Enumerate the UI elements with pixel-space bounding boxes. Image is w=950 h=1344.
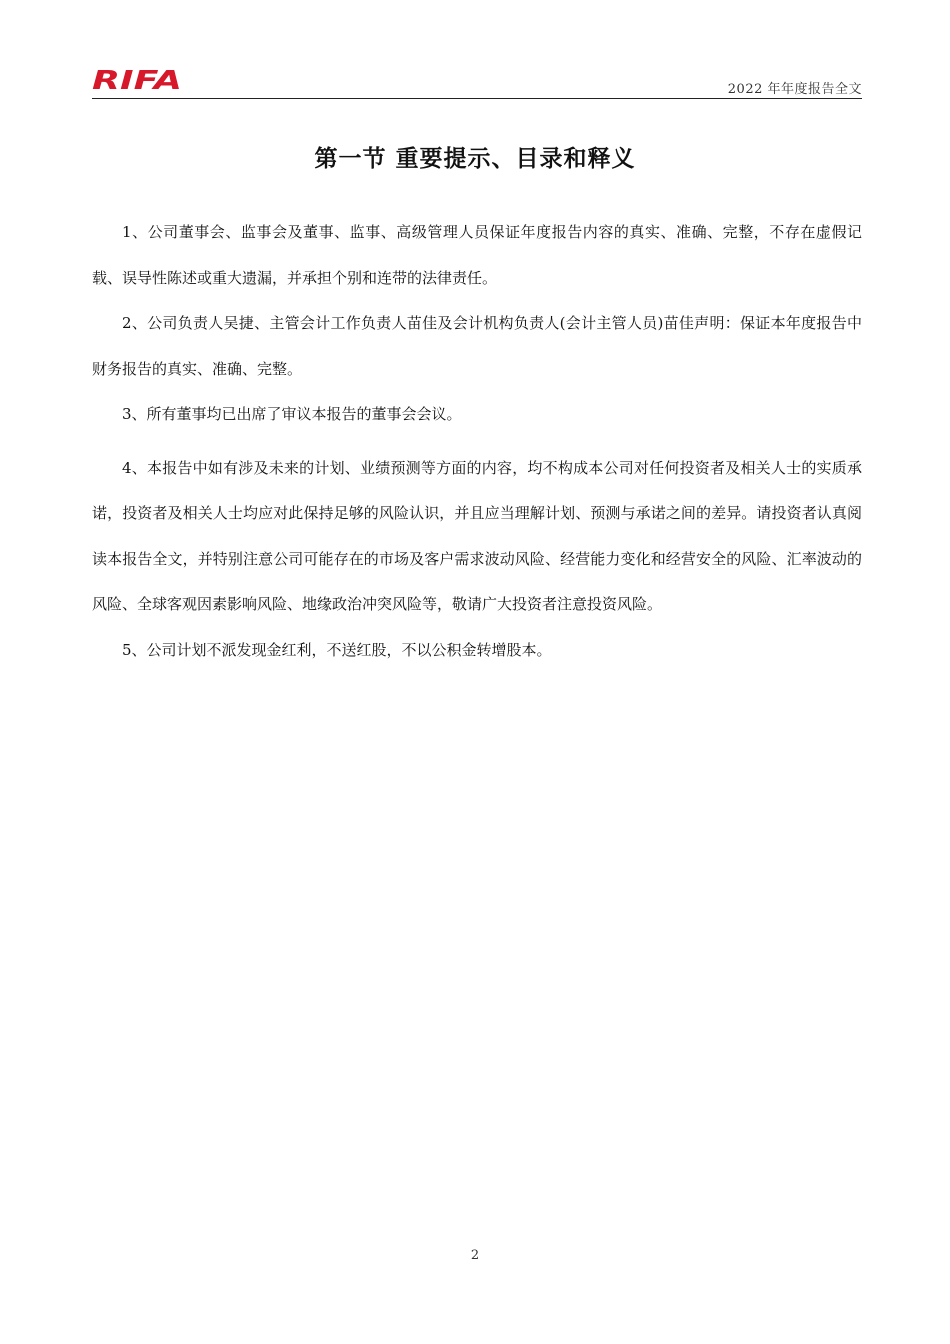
notice-paragraph-3: 3、所有董事均已出席了审议本报告的董事会会议。 — [122, 405, 462, 423]
paragraph-gap — [92, 438, 862, 446]
header-title: 2022 年年度报告全文 — [727, 82, 862, 97]
important-notices — [92, 210, 862, 673]
section-title: 第一节 重要提示、目录和释义 — [314, 146, 636, 172]
page-header — [92, 64, 862, 99]
notice-paragraph-4: 4、本报告中如有涉及未来的计划、业绩预测等方面的内容，均不构成本公司对任何投资者及相关人士的实质承诺，投资者及相关人士均应对此保持足够的风险认识，并且应当理解计划、预测与承诺之间的差异。请投资者认真阅读本报告全文，并特别注意公司可能存在的市场及客户需求波动风险、经营能力变化和经营安全的风险、汇率波动的风险、全球客观因素影响风险、地缘政治冲突风险等，敬请广大投资者注意投资风险。 — [92, 458, 862, 613]
notice-paragraph-5: 5、公司计划不派发现金红利，不送红股，不以公积金转增股本。 — [122, 640, 552, 659]
notice-paragraph-2: 2、公司负责人吴捷、主管会计工作负责人苗佳及会计机构负责人(会计主管人员)苗佳声明：保证本年度报告中财务报告的真实、准确、完整。 — [92, 314, 862, 378]
rifa-logo — [92, 67, 184, 91]
notice-paragraph-1: 1、公司董事会、监事会及董事、监事、高级管理人员保证年度报告内容的真实、准确、完整，不存在虚假记载、误导性陈述或重大遗漏，并承担个别和连带的法律责任。 — [92, 223, 862, 287]
svg-text:RIFA: RIFA — [92, 67, 182, 91]
page-number: 2 — [470, 1248, 480, 1263]
